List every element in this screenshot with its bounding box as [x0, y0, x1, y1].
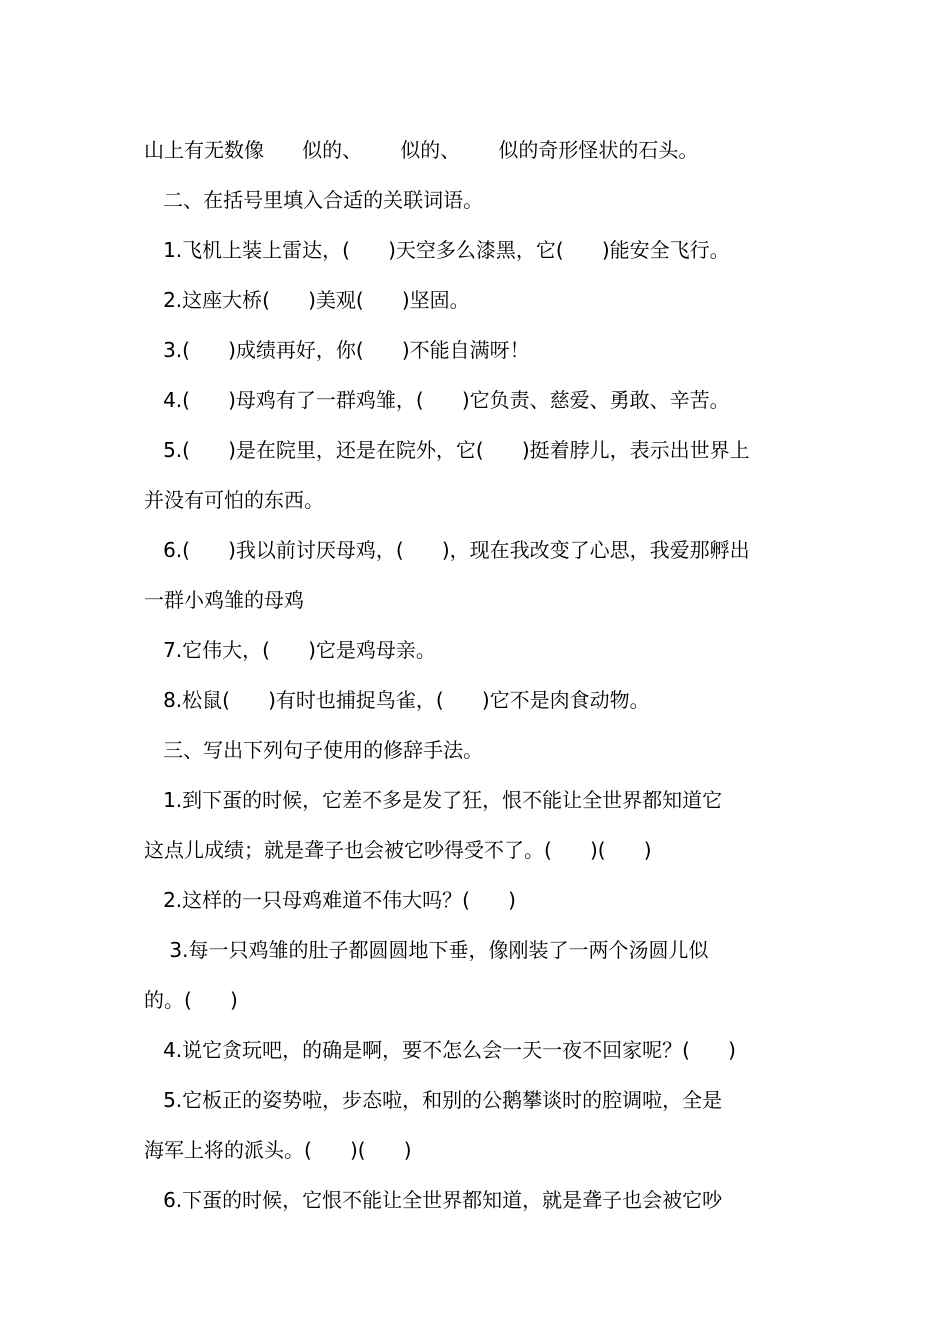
- question-line: 2.这样的一只母鸡难道不伟大吗？( ): [144, 888, 516, 912]
- question-line: 8.松鼠( )有时也捕捉鸟雀，( )它不是肉食动物。: [144, 688, 650, 712]
- question-line-continuation: 并没有可怕的东西。: [144, 488, 324, 512]
- question-line-continuation: 海军上将的派头。( )( ): [144, 1138, 412, 1162]
- section-heading: 二、在括号里填入合适的关联词语。: [144, 188, 484, 212]
- question-line: 4.( )母鸡有了一群鸡雏，( )它负责、慈爱、勇敢、辛苦。: [144, 388, 730, 412]
- question-line: 5.它板正的姿势啦，步态啦，和别的公鹅攀谈时的腔调啦，全是: [144, 1088, 723, 1112]
- question-line-continuation: 的。( ): [144, 988, 238, 1012]
- question-line: 7.它伟大，( )它是鸡母亲。: [144, 638, 436, 662]
- text-line: 山上有无数像 似的、 似的、 似的奇形怪状的石头。: [144, 138, 699, 162]
- question-line: 3.每一只鸡雏的肚子都圆圆地下垂，像刚装了一两个汤圆儿似: [144, 938, 709, 962]
- question-line: 1.到下蛋的时候，它差不多是发了狂，恨不能让全世界都知道它: [144, 788, 723, 812]
- question-line-continuation: 这点儿成绩；就是聋子也会被它吵得受不了。( )( ): [144, 838, 652, 862]
- question-line-continuation: 一群小鸡雏的母鸡: [144, 588, 304, 612]
- question-line: 6.下蛋的时候，它恨不能让全世界都知道，就是聋子也会被它吵: [144, 1188, 723, 1212]
- question-line: 1.飞机上装上雷达，( )天空多么漆黑，它( )能安全飞行。: [144, 238, 730, 262]
- section-heading: 三、写出下列句子使用的修辞手法。: [144, 738, 484, 762]
- question-line: 6.( )我以前讨厌母鸡，( )，现在我改变了心思，我爱那孵出: [144, 538, 750, 562]
- question-line: 3.( )成绩再好，你( )不能自满呀！: [144, 338, 530, 362]
- question-line: 2.这座大桥( )美观( )坚固。: [144, 288, 470, 312]
- question-line: 4.说它贪玩吧，的确是啊，要不怎么会一天一夜不回家呢？( ): [144, 1038, 736, 1062]
- question-line: 5.( )是在院里，还是在院外，它( )挺着脖儿，表示出世界上: [144, 438, 750, 462]
